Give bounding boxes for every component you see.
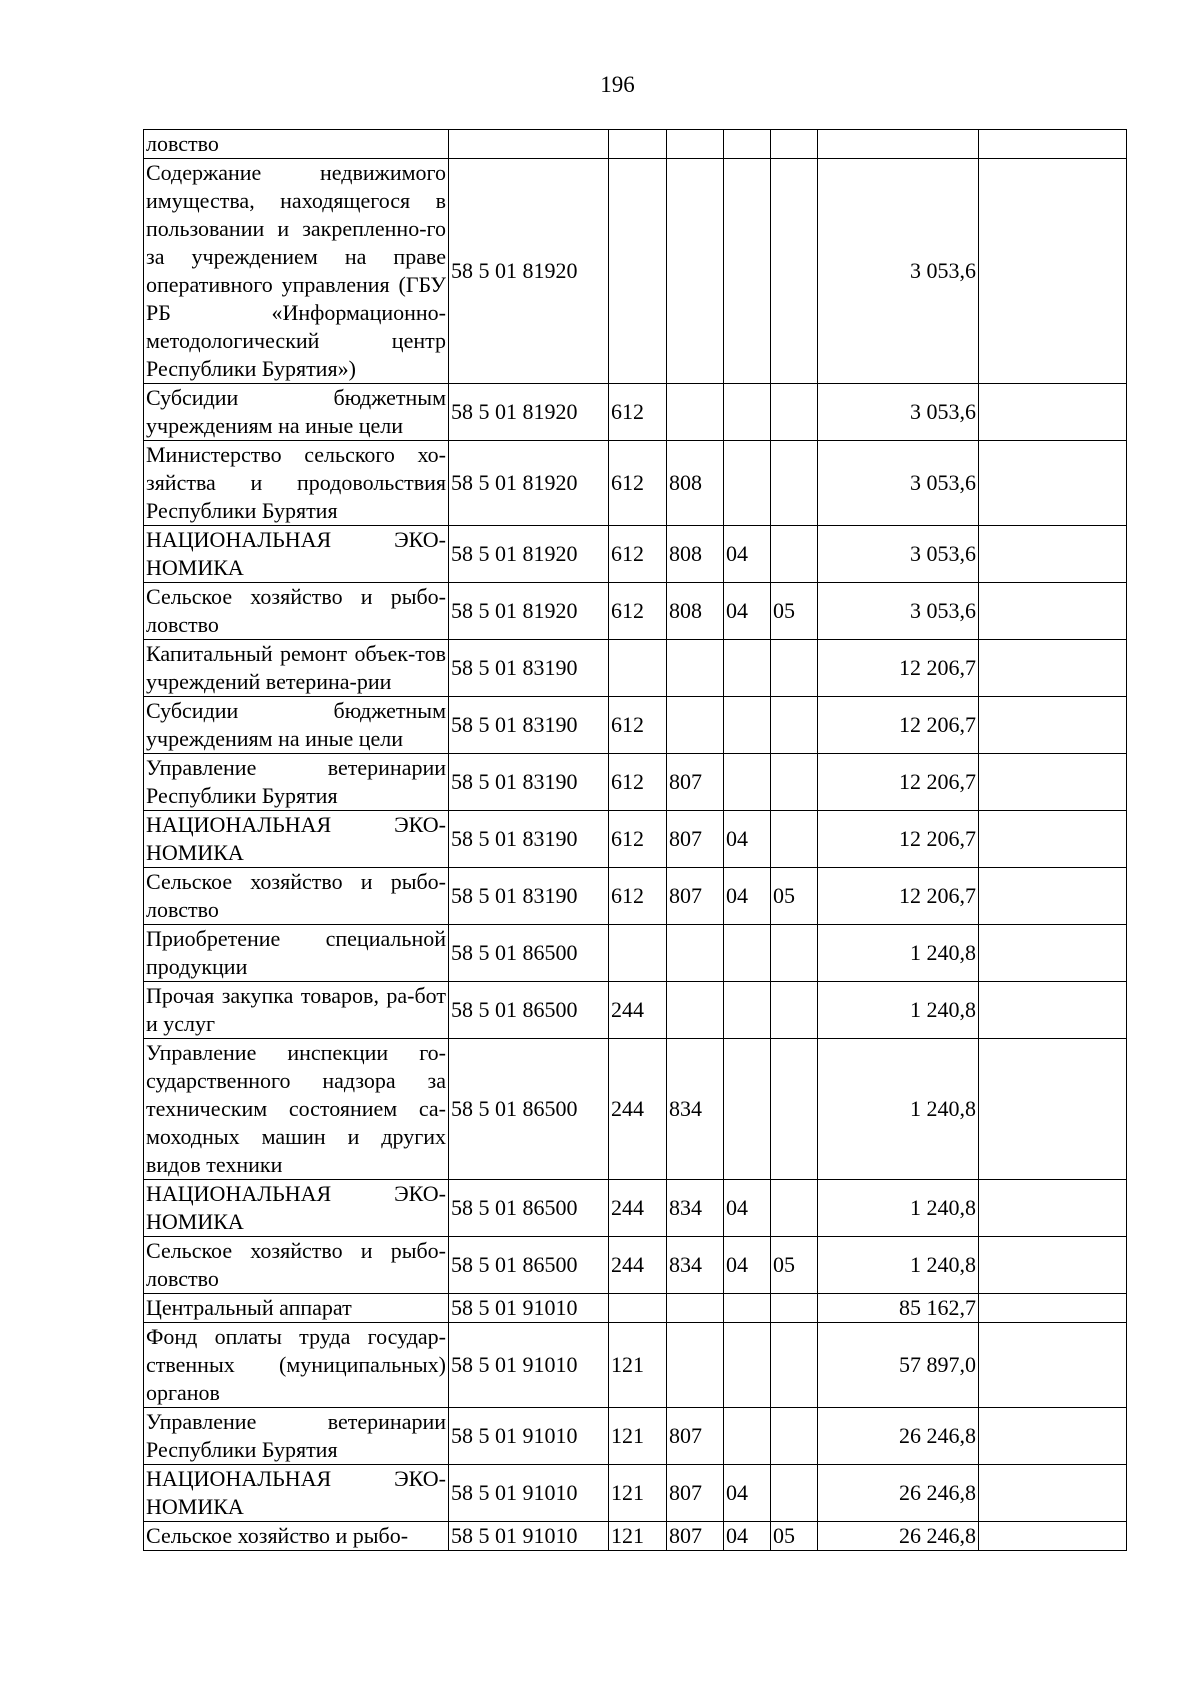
row-amount-cell: 12 206,7 bbox=[818, 640, 979, 697]
row-ministry-code-cell bbox=[667, 1323, 724, 1408]
table-body bbox=[144, 130, 1127, 1551]
row-section-cell: 04 bbox=[724, 1180, 771, 1237]
table-row bbox=[144, 754, 1127, 811]
row-section-cell bbox=[724, 1294, 771, 1323]
row-section-cell bbox=[724, 130, 771, 159]
row-expense-type-cell: 612 bbox=[609, 868, 667, 925]
row-empty-cell bbox=[979, 526, 1127, 583]
row-subsection-cell bbox=[771, 697, 818, 754]
row-amount-cell: 57 897,0 bbox=[818, 1323, 979, 1408]
row-name-cell: НАЦИОНАЛЬНАЯ ЭКО-НОМИКА bbox=[144, 1180, 449, 1237]
row-subsection-cell bbox=[771, 1180, 818, 1237]
row-empty-cell bbox=[979, 1323, 1127, 1408]
row-target-article-cell: 58 5 01 81920 bbox=[449, 583, 609, 640]
row-name-cell: Сельское хозяйство и рыбо-ловство bbox=[144, 868, 449, 925]
table-row bbox=[144, 441, 1127, 526]
row-expense-type-cell bbox=[609, 159, 667, 384]
row-subsection-cell bbox=[771, 1408, 818, 1465]
row-empty-cell bbox=[979, 754, 1127, 811]
row-target-article-cell: 58 5 01 81920 bbox=[449, 384, 609, 441]
row-amount-cell: 3 053,6 bbox=[818, 441, 979, 526]
table-row bbox=[144, 1180, 1127, 1237]
row-empty-cell bbox=[979, 1039, 1127, 1180]
row-amount-cell: 85 162,7 bbox=[818, 1294, 979, 1323]
row-empty-cell bbox=[979, 982, 1127, 1039]
row-ministry-code-cell bbox=[667, 1294, 724, 1323]
table-row bbox=[144, 1522, 1127, 1551]
row-expense-type-cell: 244 bbox=[609, 1237, 667, 1294]
row-target-article-cell: 58 5 01 86500 bbox=[449, 925, 609, 982]
row-name-cell: ловство bbox=[144, 130, 449, 159]
row-ministry-code-cell bbox=[667, 640, 724, 697]
row-name-cell: Прочая закупка товаров, ра-бот и услуг bbox=[144, 982, 449, 1039]
row-empty-cell bbox=[979, 1180, 1127, 1237]
row-subsection-cell bbox=[771, 526, 818, 583]
row-section-cell: 04 bbox=[724, 868, 771, 925]
row-ministry-code-cell bbox=[667, 982, 724, 1039]
row-subsection-cell bbox=[771, 159, 818, 384]
row-subsection-cell bbox=[771, 441, 818, 526]
row-section-cell: 04 bbox=[724, 811, 771, 868]
row-ministry-code-cell: 808 bbox=[667, 441, 724, 526]
row-ministry-code-cell bbox=[667, 384, 724, 441]
row-target-article-cell: 58 5 01 86500 bbox=[449, 1237, 609, 1294]
row-name-cell: Министерство сельского хо-зяйства и продовольствия Республики Бурятия bbox=[144, 441, 449, 526]
row-section-cell bbox=[724, 384, 771, 441]
row-target-article-cell: 58 5 01 83190 bbox=[449, 754, 609, 811]
table-row bbox=[144, 1294, 1127, 1323]
row-amount-cell: 3 053,6 bbox=[818, 526, 979, 583]
row-ministry-code-cell: 807 bbox=[667, 1408, 724, 1465]
row-section-cell: 04 bbox=[724, 583, 771, 640]
row-section-cell: 04 bbox=[724, 1522, 771, 1551]
row-amount-cell: 1 240,8 bbox=[818, 1039, 979, 1180]
row-target-article-cell: 58 5 01 86500 bbox=[449, 1039, 609, 1180]
table-row bbox=[144, 697, 1127, 754]
row-expense-type-cell: 612 bbox=[609, 754, 667, 811]
table-row bbox=[144, 1323, 1127, 1408]
row-subsection-cell: 05 bbox=[771, 1522, 818, 1551]
row-subsection-cell bbox=[771, 1323, 818, 1408]
table-row bbox=[144, 130, 1127, 159]
row-section-cell bbox=[724, 697, 771, 754]
row-empty-cell bbox=[979, 1294, 1127, 1323]
row-expense-type-cell: 121 bbox=[609, 1522, 667, 1551]
row-name-cell: Управление ветеринарии Республики Бурятия bbox=[144, 1408, 449, 1465]
row-expense-type-cell: 244 bbox=[609, 1180, 667, 1237]
row-amount-cell: 3 053,6 bbox=[818, 583, 979, 640]
row-amount-cell: 12 206,7 bbox=[818, 811, 979, 868]
row-name-cell: Управление инспекции го-сударственного надзора за техническим состоянием са-моходных машин и других видов техники bbox=[144, 1039, 449, 1180]
row-section-cell bbox=[724, 754, 771, 811]
row-empty-cell bbox=[979, 1465, 1127, 1522]
row-expense-type-cell: 612 bbox=[609, 526, 667, 583]
row-section-cell bbox=[724, 441, 771, 526]
row-expense-type-cell: 612 bbox=[609, 384, 667, 441]
row-ministry-code-cell: 807 bbox=[667, 1465, 724, 1522]
row-amount-cell: 1 240,8 bbox=[818, 1180, 979, 1237]
row-ministry-code-cell bbox=[667, 130, 724, 159]
row-target-article-cell: 58 5 01 81920 bbox=[449, 159, 609, 384]
row-target-article-cell: 58 5 01 91010 bbox=[449, 1408, 609, 1465]
row-subsection-cell bbox=[771, 811, 818, 868]
row-target-article-cell: 58 5 01 91010 bbox=[449, 1294, 609, 1323]
table-row bbox=[144, 1408, 1127, 1465]
row-target-article-cell: 58 5 01 81920 bbox=[449, 441, 609, 526]
row-target-article-cell: 58 5 01 91010 bbox=[449, 1522, 609, 1551]
row-empty-cell bbox=[979, 811, 1127, 868]
table-row bbox=[144, 811, 1127, 868]
row-amount-cell bbox=[818, 130, 979, 159]
table-row bbox=[144, 1039, 1127, 1180]
row-ministry-code-cell: 807 bbox=[667, 1522, 724, 1551]
row-expense-type-cell bbox=[609, 925, 667, 982]
row-target-article-cell: 58 5 01 91010 bbox=[449, 1465, 609, 1522]
row-ministry-code-cell: 807 bbox=[667, 754, 724, 811]
row-expense-type-cell: 612 bbox=[609, 441, 667, 526]
table-row bbox=[144, 925, 1127, 982]
row-ministry-code-cell: 834 bbox=[667, 1237, 724, 1294]
row-expense-type-cell: 121 bbox=[609, 1323, 667, 1408]
row-name-cell: Субсидии бюджетным учреждениям на иные цели bbox=[144, 384, 449, 441]
row-name-cell: Центральный аппарат bbox=[144, 1294, 449, 1323]
row-expense-type-cell: 612 bbox=[609, 583, 667, 640]
table-row bbox=[144, 1465, 1127, 1522]
row-amount-cell: 12 206,7 bbox=[818, 697, 979, 754]
row-empty-cell bbox=[979, 384, 1127, 441]
row-target-article-cell: 58 5 01 83190 bbox=[449, 640, 609, 697]
row-amount-cell: 1 240,8 bbox=[818, 925, 979, 982]
table-row bbox=[144, 982, 1127, 1039]
row-section-cell: 04 bbox=[724, 1465, 771, 1522]
table-row bbox=[144, 640, 1127, 697]
row-target-article-cell: 58 5 01 86500 bbox=[449, 982, 609, 1039]
table-row bbox=[144, 583, 1127, 640]
row-subsection-cell bbox=[771, 130, 818, 159]
row-ministry-code-cell bbox=[667, 159, 724, 384]
row-ministry-code-cell: 834 bbox=[667, 1039, 724, 1180]
row-ministry-code-cell: 834 bbox=[667, 1180, 724, 1237]
row-target-article-cell: 58 5 01 81920 bbox=[449, 526, 609, 583]
row-target-article-cell bbox=[449, 130, 609, 159]
row-ministry-code-cell: 808 bbox=[667, 526, 724, 583]
row-empty-cell bbox=[979, 130, 1127, 159]
row-amount-cell: 26 246,8 bbox=[818, 1522, 979, 1551]
row-section-cell bbox=[724, 1408, 771, 1465]
row-target-article-cell: 58 5 01 83190 bbox=[449, 811, 609, 868]
row-target-article-cell: 58 5 01 86500 bbox=[449, 1180, 609, 1237]
row-subsection-cell bbox=[771, 754, 818, 811]
row-section-cell bbox=[724, 640, 771, 697]
table-row bbox=[144, 384, 1127, 441]
row-subsection-cell bbox=[771, 1294, 818, 1323]
row-expense-type-cell: 121 bbox=[609, 1408, 667, 1465]
table-row bbox=[144, 1237, 1127, 1294]
row-amount-cell: 1 240,8 bbox=[818, 1237, 979, 1294]
row-ministry-code-cell: 808 bbox=[667, 583, 724, 640]
row-amount-cell: 3 053,6 bbox=[818, 384, 979, 441]
row-name-cell: Капитальный ремонт объек-тов учреждений ветерина-рии bbox=[144, 640, 449, 697]
row-subsection-cell: 05 bbox=[771, 868, 818, 925]
row-section-cell bbox=[724, 1323, 771, 1408]
page-number: 196 bbox=[600, 72, 635, 97]
row-subsection-cell: 05 bbox=[771, 1237, 818, 1294]
row-expense-type-cell bbox=[609, 130, 667, 159]
row-empty-cell bbox=[979, 441, 1127, 526]
row-empty-cell bbox=[979, 925, 1127, 982]
row-target-article-cell: 58 5 01 83190 bbox=[449, 697, 609, 754]
row-subsection-cell bbox=[771, 1465, 818, 1522]
row-empty-cell bbox=[979, 1408, 1127, 1465]
row-empty-cell bbox=[979, 159, 1127, 384]
row-name-cell: Содержание недвижимого имущества, находящегося в пользовании и закрепленно-го за учреждением на праве оперативного управления (ГБУ РБ «Информационно-методологический центр Республики Бурятия») bbox=[144, 159, 449, 384]
row-empty-cell bbox=[979, 697, 1127, 754]
row-empty-cell bbox=[979, 640, 1127, 697]
row-subsection-cell bbox=[771, 384, 818, 441]
row-section-cell bbox=[724, 982, 771, 1039]
row-amount-cell: 1 240,8 bbox=[818, 982, 979, 1039]
row-section-cell: 04 bbox=[724, 526, 771, 583]
row-ministry-code-cell bbox=[667, 697, 724, 754]
row-expense-type-cell bbox=[609, 640, 667, 697]
row-name-cell: Сельское хозяйство и рыбо- bbox=[144, 1522, 449, 1551]
row-empty-cell bbox=[979, 1522, 1127, 1551]
row-amount-cell: 12 206,7 bbox=[818, 868, 979, 925]
row-empty-cell bbox=[979, 583, 1127, 640]
row-name-cell: Управление ветеринарии Республики Бурятия bbox=[144, 754, 449, 811]
row-expense-type-cell bbox=[609, 1294, 667, 1323]
row-amount-cell: 26 246,8 bbox=[818, 1465, 979, 1522]
row-empty-cell bbox=[979, 1237, 1127, 1294]
row-expense-type-cell: 612 bbox=[609, 811, 667, 868]
table-row bbox=[144, 868, 1127, 925]
row-name-cell: Фонд оплаты труда государ-ственных (муниципальных) органов bbox=[144, 1323, 449, 1408]
row-name-cell: НАЦИОНАЛЬНАЯ ЭКО-НОМИКА bbox=[144, 811, 449, 868]
row-amount-cell: 3 053,6 bbox=[818, 159, 979, 384]
table-row bbox=[144, 526, 1127, 583]
row-subsection-cell: 05 bbox=[771, 583, 818, 640]
row-subsection-cell bbox=[771, 982, 818, 1039]
row-section-cell bbox=[724, 925, 771, 982]
row-expense-type-cell: 121 bbox=[609, 1465, 667, 1522]
row-expense-type-cell: 244 bbox=[609, 982, 667, 1039]
row-expense-type-cell: 244 bbox=[609, 1039, 667, 1180]
row-target-article-cell: 58 5 01 83190 bbox=[449, 868, 609, 925]
table-row bbox=[144, 159, 1127, 384]
row-expense-type-cell: 612 bbox=[609, 697, 667, 754]
row-empty-cell bbox=[979, 868, 1127, 925]
row-name-cell: Приобретение специальной продукции bbox=[144, 925, 449, 982]
row-ministry-code-cell: 807 bbox=[667, 868, 724, 925]
row-name-cell: Сельское хозяйство и рыбо-ловство bbox=[144, 1237, 449, 1294]
row-ministry-code-cell bbox=[667, 925, 724, 982]
row-subsection-cell bbox=[771, 640, 818, 697]
row-name-cell: Субсидии бюджетным учреждениям на иные цели bbox=[144, 697, 449, 754]
row-ministry-code-cell: 807 bbox=[667, 811, 724, 868]
row-section-cell: 04 bbox=[724, 1237, 771, 1294]
row-name-cell: НАЦИОНАЛЬНАЯ ЭКО-НОМИКА bbox=[144, 526, 449, 583]
row-amount-cell: 12 206,7 bbox=[818, 754, 979, 811]
row-section-cell bbox=[724, 1039, 771, 1180]
row-target-article-cell: 58 5 01 91010 bbox=[449, 1323, 609, 1408]
row-subsection-cell bbox=[771, 925, 818, 982]
row-name-cell: Сельское хозяйство и рыбо-ловство bbox=[144, 583, 449, 640]
budget-table bbox=[143, 129, 1127, 1551]
row-subsection-cell bbox=[771, 1039, 818, 1180]
row-section-cell bbox=[724, 159, 771, 384]
row-amount-cell: 26 246,8 bbox=[818, 1408, 979, 1465]
row-name-cell: НАЦИОНАЛЬНАЯ ЭКО-НОМИКА bbox=[144, 1465, 449, 1522]
